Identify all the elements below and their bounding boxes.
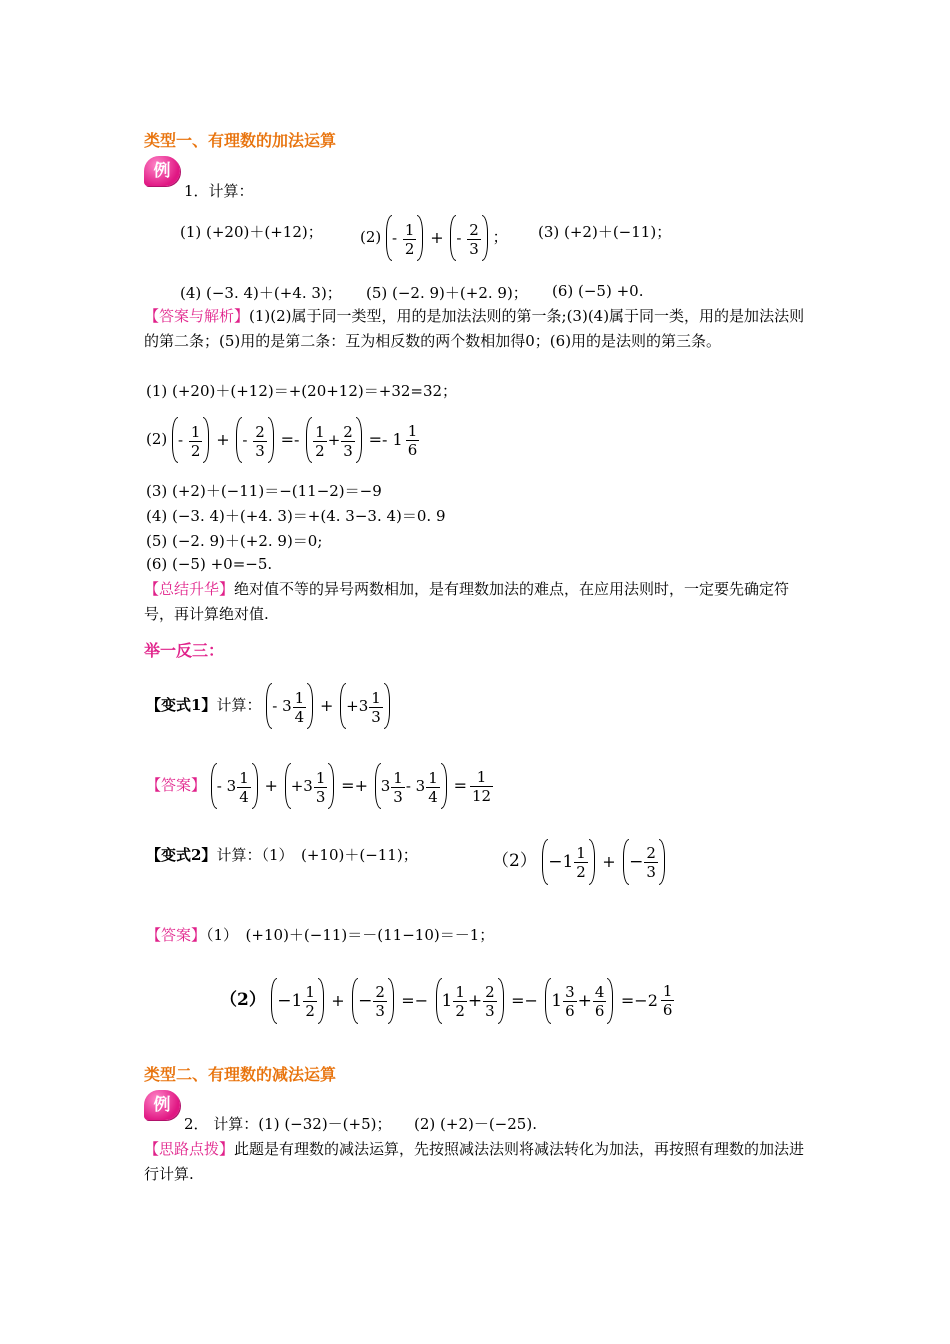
paren-group: - $\frac{2}{3}$	[450, 215, 487, 261]
variant-2-label: （2）	[492, 851, 537, 871]
section-title-2: 类型二、有理数的减法运算	[144, 1065, 337, 1084]
hint-2	[144, 1137, 812, 1187]
answer-line-2: (2) - $\frac{1}{2}$ + - $\frac{2}{3}$ =- $\frac{1}{2}$ + $\frac{2}{3}$ =- 1 $\frac{1}{6}$	[146, 414, 420, 464]
answer-line-1: (1) (+20)＋(+12)＝+(20+12)＝+32=32；	[146, 382, 458, 400]
problem-6: (6) (−5) +0.	[552, 282, 644, 300]
variant-1-tag: 【变式1】	[146, 696, 217, 714]
example-2-prompt: 2． 计算：(1) (−32)－(+5)； (2) (+2)－(−25).	[184, 1115, 537, 1133]
paren-group: - $\frac{1}{2}$	[386, 215, 423, 261]
answer-v2-label: （2）	[220, 990, 266, 1010]
answer-line-5: (5) (−2. 9)＋(+2. 9)＝0;	[146, 532, 323, 550]
hint-text: 此题是有理数的减法运算，先按照减法法则将减法转化为加法，再按照有理数的加法进行计算.	[144, 1140, 805, 1183]
variant-2-tag: 【变式2】	[146, 846, 217, 864]
variant-2-text: 计算：（1） (+10)＋(−11)；	[216, 846, 418, 864]
problem-2-label: (2)	[360, 228, 382, 246]
answer-variant-2-line-1	[146, 924, 494, 945]
summary-1	[144, 577, 812, 627]
practice-title: 举一反三：	[144, 641, 225, 660]
answer-line-2-label: (2)	[146, 430, 168, 448]
variant-1: 【变式1】计算： - 3 $\frac{1}{4}$ + +3 $\frac{1}{3}$	[146, 680, 390, 730]
problem-2-end: ；	[492, 228, 508, 246]
answer-variant-1: 【答案】 - 3 $\frac{1}{4}$ + +3 $\frac{1}{3}$ =+ 3 $\frac{1}{3}$ - 3 $\frac{1}{4}$ = $\frac{1}{12}$	[146, 760, 494, 810]
answer-v2-line1: （1） (+10)＋(−11)＝－(11−10)＝－1；	[206, 926, 495, 944]
answer-variant-2-line-2: （2） −1 $\frac{1}{2}$ + − $\frac{2}{3}$ =− 1 $\frac{1}{2}$ + $\frac{2}{3}$ =− 1 $\frac{3}{6}$ + $\frac{4}{6}$ =−2 $\frac{1}{6}$	[220, 975, 675, 1025]
problem-2: (2) - $\frac{1}{2}$ + - $\frac{2}{3}$ ；	[360, 212, 508, 262]
answer-line-4: (4) (−3. 4)＋(+4. 3)＝+(4. 3−3. 4)＝0. 9	[146, 507, 446, 525]
answer-analysis-1	[144, 304, 812, 354]
hint-tag: 【思路点拨】	[144, 1140, 235, 1158]
variant-1-text: 计算：	[216, 696, 262, 714]
problem-4: (4) (−3. 4)＋(+4. 3)；	[180, 284, 342, 302]
example-badge: 例	[144, 1090, 180, 1120]
section-title-1: 类型一、有理数的加法运算	[144, 131, 337, 150]
answer-v1-tag: 【答案】	[146, 776, 207, 794]
example-badge: 例	[144, 156, 180, 186]
answer-tag: 【答案与解析】	[144, 307, 250, 325]
summary-text: 绝对值不等的异号两数相加，是有理数加法的难点，在应用法则时，一定要先确定符号，再计算绝对值.	[144, 580, 790, 623]
answer-text: (1)(2)属于同一类型，用的是加法法则的第一条;(3)(4)属于同一类，用的是加法法则的第二条；(5)用的是第二条：互为相反数的两个数相加得0；(6)用的是法则的第三条。	[144, 307, 805, 350]
answer-line-3: (3) (+2)＋(−11)＝−(11−2)＝−9	[146, 482, 382, 500]
example-1-prompt: 1．计算：	[184, 182, 254, 200]
answer-v2-tag: 【答案】	[146, 926, 207, 944]
variant-2-part-2: （2） −1 $\frac{1}{2}$ + − $\frac{2}{3}$	[492, 836, 665, 886]
summary-tag: 【总结升华】	[144, 580, 235, 598]
variant-2	[146, 844, 418, 865]
problem-3: (3) (+2)＋(−11)；	[538, 223, 672, 241]
problem-1: (1) (+20)＋(+12)；	[180, 223, 323, 241]
answer-line-6: (6) (−5) +0=−5.	[146, 555, 273, 573]
problem-5: (5) (−2. 9)＋(+2. 9)；	[366, 284, 528, 302]
